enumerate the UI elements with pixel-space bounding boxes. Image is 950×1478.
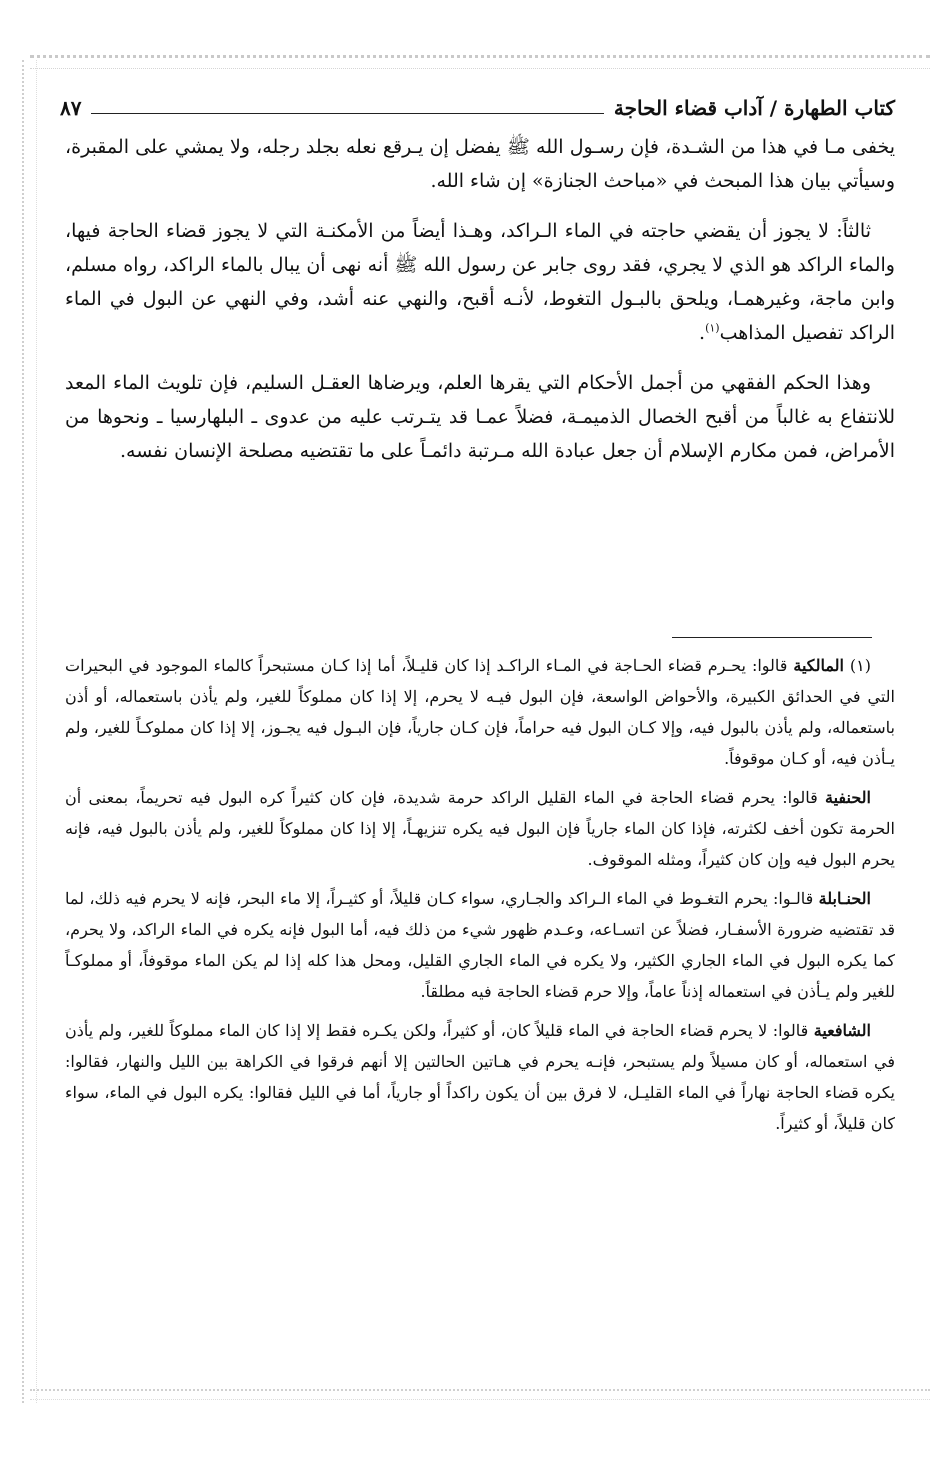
paragraph-2 xyxy=(65,214,895,350)
footnote-separator xyxy=(672,637,872,638)
footnote-reference: (١) xyxy=(705,321,720,335)
school-name-shafii: الشافعية xyxy=(813,1021,871,1040)
footnote-hanafi xyxy=(65,782,895,875)
footnote-shafii-text: قالوا: لا يحرم قضاء الحاجة في الماء قليلاً كان، أو كثيراً، ولكن يكـره فقط إلا إذا كان الماء مملوكاً للغير، ولم يأذن في استعماله، أو كان مسيلاً ولم يستبحر، فإنـه يحرم في هـاتين الحالتين إلا أنهم فرقوا في الكراهة بين الليل والنهار، فقالوا: يكره قضاء الحاجة نهاراً في الماء القليـل، لا فرق بين أن يكون راكداً أو جارياً، أما في الليل فقالوا: يكره البول في الماء، سواء كان قليلاً، أو كثيراً. xyxy=(65,1021,895,1133)
paragraph-3: وهذا الحكم الفقهي من أجمل الأحكام التي يقرها العلم، ويرضاها العقـل السليم، فإن تلويث الماء المعد للانتفاع به غالباً من أقبح الخصال الذميمـة، فضلاً عمـا قد يتـرتب عليه من عدوى ـ البلهارسيا ـ ونحوها من الأمراض، فمن مكارم الإسلام أن جعل عبادة الله مـرتبة دائمـاً على ما تقتضيه مصلحة الإنسان نفسه. xyxy=(65,372,895,462)
decorative-left-border xyxy=(22,60,37,1403)
paragraph-1: يخفى مـا في هذا من الشـدة، فإن رسـول الله ﷺ يفضل إن يـرقع نعله بجلد رجله، ولا يمشي على المقبرة، وسيأتي بيان هذا المبحث في «مباحث الجنازة» إن شاء الله. xyxy=(65,136,895,192)
footnote-marker: (١) xyxy=(849,656,871,675)
page-number: ٨٧ xyxy=(60,96,82,120)
decorative-bottom-border xyxy=(30,1389,930,1400)
footnote-hanbali-text: قالـوا: يحرم التغـوط في الماء الـراكد والجـاري، سواء كـان قليلاً، أو كثيـراً، إلا ماء البحر، فإنه لا يحرم فيه ذلك، لما قد تقتضيه ضرورة الأسفـار، فضلاً عن اتسـاعه، وعـدم ظهور شيء من ذلك فيه، أما البول فإنه يكره في الماء الراكد، ولا يحرم، كما يكره البول في الماء الجاري الكثير، ولا يكره في الماء الجاري القليل، ومحل هذا كله إذا لم يكن الماء موقوفاً، أو مملوكـاً للغير ولم يـأذن في استعماله إذناً عاماً، وإلا حرم قضاء الحاجة فيه مطلقاً. xyxy=(65,889,896,1001)
main-text xyxy=(65,130,895,484)
header-rule xyxy=(91,113,603,114)
school-name-maliki: المالكية xyxy=(793,656,844,675)
footnote-maliki-text: قالوا: يحـرم قضاء الحـاجة في المـاء الراكـد إذا كان قليـلاً، أما إذا كـان مستبحراً كالماء الموجود في البحيرات التي في الحدائق الكبيرة، والأحواض الواسعة، فإن البول فيـه لا يحرم، إلا إذا كان مملوكاً للغير، ولم يأذن باستعماله، أو أذن باستعماله، ولم يأذن بالبول فيه، وإلا كـان البول فيه حراماً، فإن كـان جارياً، فإن البـول فيه يجـوز، إلا إذا كان مملوكـاً للغير، ولم يـأذن فيه، أو كـان موقوفاً. xyxy=(65,656,895,768)
footnote-hanbali xyxy=(65,883,895,1007)
paragraph-2-end: . xyxy=(699,322,706,344)
footnote-shafii xyxy=(65,1015,895,1139)
decorative-top-border xyxy=(30,55,930,69)
school-name-hanbali: الحنـابلة xyxy=(818,889,871,908)
footnote-hanafi-text: قالوا: يحرم قضاء الحاجة في الماء القليل الراكد حرمة شديدة، فإن كان كثيراً كره البول فيه تحريماً، بمعنى أن الحرمة تكون أخف لكثرته، فإذا كان الماء جارياً فإن البول فيه يكره تنزيهـاً، إلا إذا كان مملوكاً للغير، ولم يأذن بالبول فيه، فإنه يحرم البول فيه وإن كان كثيراً، ومثله الموقوف. xyxy=(65,788,896,869)
school-name-hanafi: الحنفية xyxy=(825,788,871,807)
footnotes xyxy=(65,650,895,1147)
paragraph-2-text: ثالثاً: لا يجوز أن يقضي حاجته في الماء الـراكد، وهـذا أيضاً من الأمكنـة التي لا يجوز قضاء الحاجة فيها، والماء الراكد هو الذي لا يجري، فقد روى جابر عن رسول الله ﷺ أنه نهى أن يبال بالماء الراكد، رواه مسلم، وابن ماجة، وغيرهمـا، ويلحق بالبـول التغوط، لأنـه أقبح، والنهي عنه أشد، وفي النهي عن البول في الماء الراكد تفصيل المذاهب xyxy=(65,220,895,344)
running-header xyxy=(60,90,895,120)
header-title: كتاب الطهارة / آداب قضاء الحاجة xyxy=(613,96,895,120)
footnote-maliki xyxy=(65,650,895,774)
